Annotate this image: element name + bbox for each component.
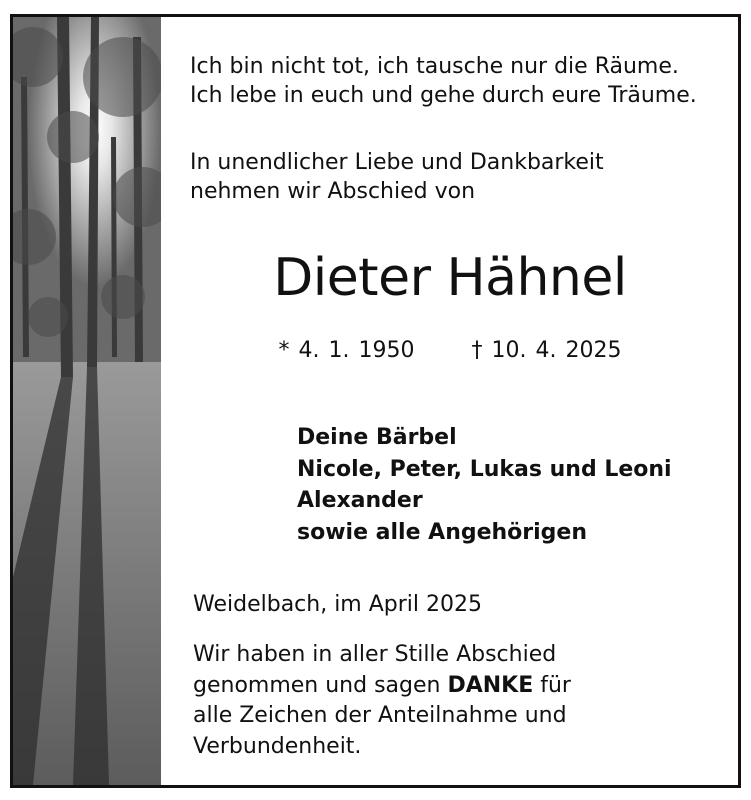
verse-line: Ich lebe in euch und gehe durch eure Träume.: [190, 83, 697, 108]
closing-text-part: für: [533, 672, 571, 698]
place-date: Weidelbach, im April 2025: [193, 592, 482, 617]
closing-line: [193, 671, 571, 702]
closing-text-part: genommen und sagen: [193, 672, 448, 698]
mourner-line: Alexander: [297, 488, 423, 513]
thanks-word: DANKE: [447, 672, 534, 698]
mourner-line: Deine Bärbel: [297, 425, 457, 450]
verse-line: Ich bin nicht tot, ich tausche nur die Räume.: [190, 54, 679, 79]
tree-photo: [13, 17, 161, 785]
closing-line: Verbundenheit.: [193, 733, 362, 759]
deceased-name: Dieter Hähnel: [273, 248, 627, 308]
intro-line: In unendlicher Liebe und Dankbarkeit: [190, 150, 604, 175]
mourners: [297, 422, 672, 548]
mourner-line: sowie alle Angehörigen: [297, 519, 588, 545]
closing-line: alle Zeichen der Anteilnahme und: [193, 703, 567, 728]
verse: [190, 52, 697, 110]
closing-line: Wir haben in aller Stille Abschied: [193, 642, 557, 667]
mourner-line: Nicole, Peter, Lukas und Leoni: [297, 456, 672, 482]
closing-text: [193, 640, 571, 762]
death-date: † 10. 4. 2025: [471, 338, 622, 363]
life-dates: [190, 338, 710, 363]
intro: [190, 148, 604, 206]
birth-date: * 4. 1. 1950: [278, 338, 415, 363]
intro-line: nehmen wir Abschied von: [190, 179, 476, 204]
